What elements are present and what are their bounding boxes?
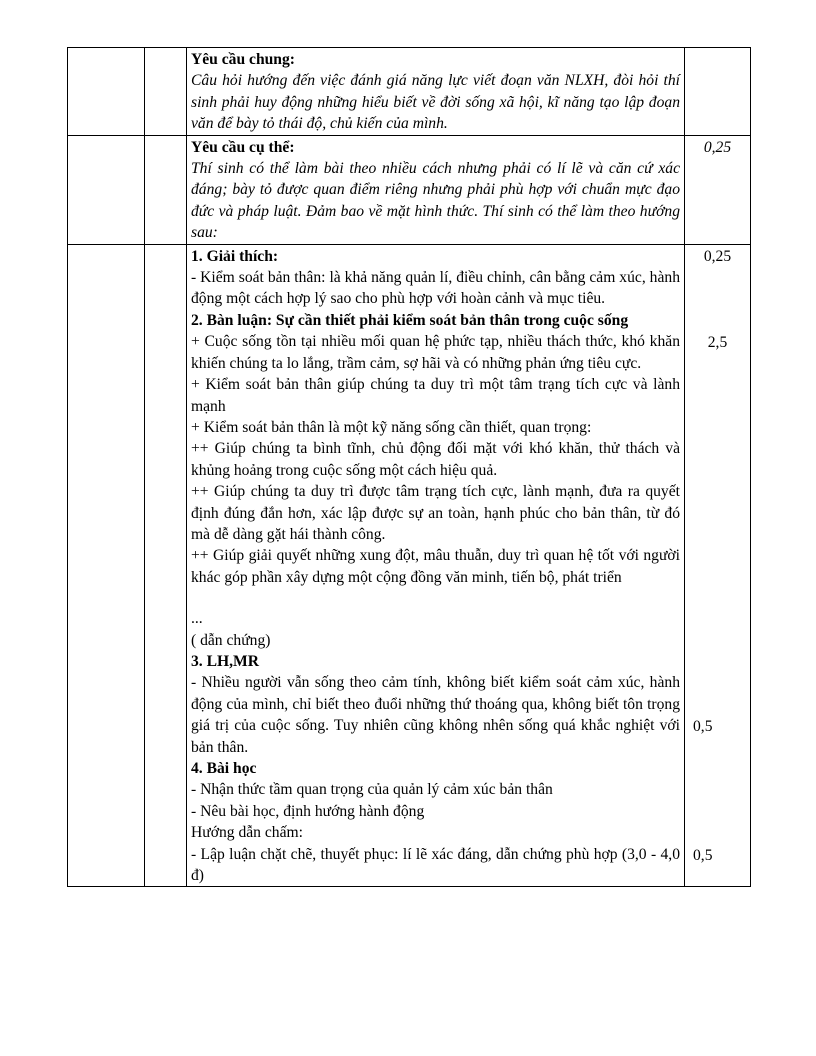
grading-table: [67, 47, 751, 887]
section-2-ellipsis: ...: [191, 610, 203, 628]
score-section-4: 0,5: [693, 846, 713, 864]
requirement-specific-text: Thí sinh có thể làm bài theo nhiều cách nhưng phải có lí lẽ và căn cứ xác đáng; bày tỏ được quan điểm riêng nhưng phải phù hợp với chuẩn mực đạo đức và pháp luật. Đảm bao về mặt hình thức. Thí sinh có thể làm theo hướng sau:: [191, 160, 680, 242]
content-cell: [187, 244, 685, 887]
requirement-general-cell: [187, 48, 685, 136]
requirement-general-text: Câu hỏi hướng đến việc đánh giá năng lực viết đoạn văn NLXH, đòi hỏi thí sinh phải huy động những hiểu biết về đời sống xã hội, kĩ năng tạo lập đoạn văn để bày tỏ thái độ, chủ kiến của mình.: [191, 72, 680, 133]
score-cell: [685, 244, 751, 887]
empty-cell: [145, 135, 187, 244]
empty-cell: [145, 244, 187, 887]
requirement-general-heading: Yêu cầu chung:: [191, 51, 295, 68]
section-4-para-3: Hướng dẫn chấm:: [191, 824, 303, 842]
requirement-specific-cell: [187, 135, 685, 244]
section-4-heading: 4. Bài học: [191, 760, 257, 777]
section-4-para-2: - Nêu bài học, định hướng hành động: [191, 802, 425, 820]
table-row-general: [68, 48, 751, 136]
score-specific: 0,25: [703, 138, 732, 156]
section-1-heading: 1. Giải thích:: [191, 247, 279, 265]
score-section-1: 0,25: [703, 247, 732, 265]
section-1-para: - Kiểm soát bản thân: là khả năng quản lí, điều chỉnh, cân bằng cảm xúc, hành động một cách hợp lý sao cho phù hợp với hoàn cảnh và mục tiêu.: [191, 269, 680, 308]
section-2-para-1: + Cuộc sống tồn tại nhiều mối quan hệ phức tạp, nhiều thách thức, khó khăn khiến chúng ta lo lắng, trầm cảm, sợ hãi và có những phản ứng tiêu cực.: [191, 333, 680, 372]
score-section-2: 2,5: [707, 334, 728, 352]
section-2-para-3: + Kiểm soát bản thân là một kỹ năng sống cần thiết, quan trọng:: [191, 418, 592, 436]
table-row-specific: [68, 135, 751, 244]
empty-cell: [68, 244, 145, 887]
table-row-content: [68, 244, 751, 887]
requirement-specific-heading: Yêu cầu cụ thể:: [191, 138, 295, 156]
section-2-para-6: ++ Giúp giải quyết những xung đột, mâu thuẫn, duy trì quan hệ tốt với người khác góp phần xây dựng một cộng đồng văn minh, tiến bộ, phát triển: [191, 547, 680, 586]
section-2-heading: 2. Bàn luận: Sự cần thiết phải kiểm soát bản thân trong cuộc sống: [191, 311, 629, 329]
section-3-para: - Nhiều người vẫn sống theo cảm tính, không biết kiểm soát cảm xúc, hành động của mình, chỉ biết theo đuổi những thứ thoáng qua, không biết tôn trọng giá trị của cuộc sống. Tuy nhiên cũng không nhên sống quá khắc nghiệt với bản thân.: [191, 674, 680, 756]
score-cell: [685, 135, 751, 244]
empty-cell: [68, 135, 145, 244]
score-cell: [685, 48, 751, 136]
section-2-evidence: ( dẫn chứng): [191, 631, 271, 649]
score-section-3: 0,5: [693, 718, 713, 736]
blank-line: [191, 588, 680, 608]
section-2-para-2: + Kiểm soát bản thân giúp chúng ta duy trì một tâm trạng tích cực và lành mạnh: [191, 376, 680, 415]
section-2-para-4: ++ Giúp chúng ta bình tĩnh, chủ động đối mặt với khó khăn, thử thách và khủng hoảng trong cuộc sống một cách hiệu quả.: [191, 440, 680, 479]
section-2-para-5: ++ Giúp chúng ta duy trì được tâm trạng tích cực, lành mạnh, đưa ra quyết định đúng đắn hơn, xác lập được sự an toàn, hạnh phúc cho bản thân, từ đó mà dễ dàng gặt hái thành công.: [191, 483, 680, 543]
empty-cell: [145, 48, 187, 136]
section-4-para-1: - Nhận thức tầm quan trọng của quản lý cảm xúc bản thân: [191, 781, 553, 799]
empty-cell: [68, 48, 145, 136]
section-3-heading: 3. LH,MR: [191, 652, 260, 670]
section-4-para-4: - Lập luận chặt chẽ, thuyết phục: lí lẽ xác đáng, dẫn chứng phù hợp (3,0 - 4,0 đ): [191, 845, 680, 885]
